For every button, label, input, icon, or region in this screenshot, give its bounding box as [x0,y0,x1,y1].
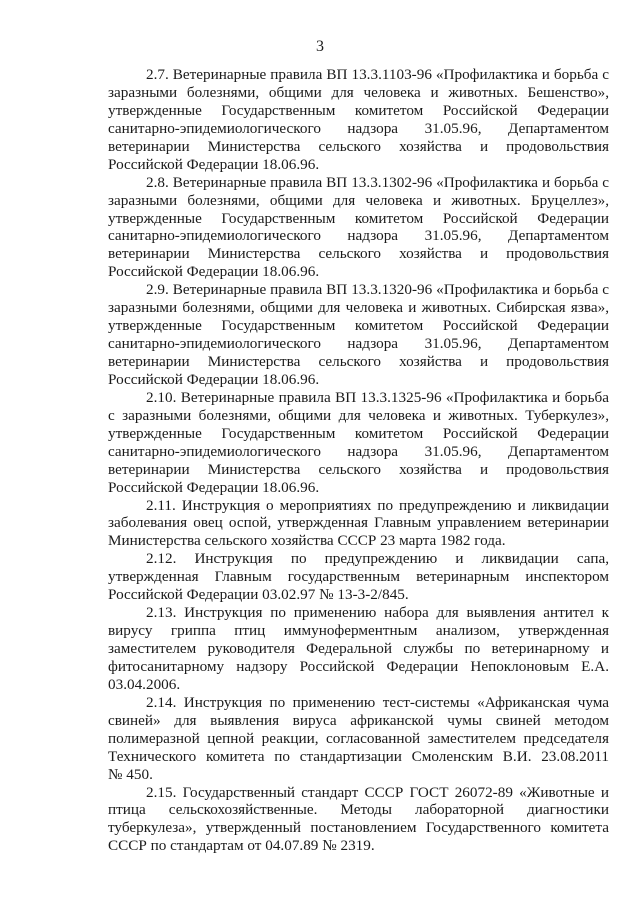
text-line: 2.12. Инструкция по предупреждению и ликвидации сапа, [146,550,609,568]
text-line: 03.04.2006. [108,675,181,693]
text-line: Министерства сельского хозяйства СССР 23 марта 1982 года. [108,532,506,550]
text-line: санитарно-эпидемиологического надзора 31.05.96, Департаментом [108,442,609,460]
paragraph-item-2-13 [108,604,609,694]
text-line: ветеринарии Министерства сельского хозяйства и продовольствия [108,137,609,155]
paragraph-item-2-9 [108,281,609,389]
paragraph-item-2-7 [108,66,609,174]
text-line: фитосанитарному надзору Российской Федерации Непоклоновым Е.А. [108,657,609,675]
text-line: ветеринарии Министерства сельского хозяйства и продовольствия [108,353,609,370]
page-number: 3 [316,38,324,55]
text-line: 2.10. Ветеринарные правила ВП 13.3.1325-96 «Профилактика и борьба [146,388,609,406]
text-line: утвержденные Государственным комитетом Российской Федерации [108,317,609,335]
text-line: туберкулеза», утвержденный постановлением Государственного комитета [108,819,609,837]
text-line: утвержденные Государственным комитетом Российской Федерации [108,424,609,442]
text-line: заразными болезнями, общими для человека и животных. Сибирская язва», [108,299,609,317]
text-line: Российской Федерации 18.06.96. [108,478,320,496]
text-line: 2.13. Инструкция по применению набора для выявления антител к [146,604,609,622]
paragraph-item-2-15 [108,784,609,856]
text-line: 2.14. Инструкция по применению тест-системы «Африканская чума [146,693,609,711]
text-line: утвержденные Государственным комитетом Российской Федерации [108,101,609,119]
paragraph-item-2-8 [108,174,609,282]
text-line: полимеразной цепной реакции, согласованной заместителем председателя [108,729,609,747]
text-line: санитарно-эпидемиологического надзора 31.05.96, Департаментом [108,335,609,353]
text-line: утвержденная Главным государственным ветеринарным инспектором [108,568,609,586]
text-line: Российской Федерации 18.06.96. [108,370,320,388]
text-line: Технического комитета по стандартизации Смоленским В.И. 23.08.2011 [108,747,609,765]
paragraph-item-2-11 [108,497,609,551]
text-line: свиней» для выявления вируса африканской чумы свиней методом [108,711,609,729]
text-line: ветеринарии Министерства сельского хозяйства и продовольствия [108,460,609,478]
text-line: ветеринарии Министерства сельского хозяйства и продовольствия [108,245,609,263]
text-line: с заразными болезнями, общими для человека и животных. Туберкулез», [108,406,609,424]
text-line: 2.7. Ветеринарные правила ВП 13.3.1103-96 «Профилактика и борьба с [146,66,609,83]
text-line: 2.9. Ветеринарные правила ВП 13.3.1320-96 «Профилактика и борьба с [146,281,609,299]
text-line: № 450. [108,765,153,783]
text-line: Российской Федерации 18.06.96. [108,263,320,281]
paragraph-item-2-10 [108,389,609,497]
paragraph-item-2-14 [108,694,609,784]
text-line: утвержденные Государственным комитетом Российской Федерации [108,209,609,227]
document-body [108,66,609,855]
text-line: заболевания овец оспой, утвержденная Главным управлением ветеринарии [108,514,609,532]
text-line: Российской Федерации 03.02.97 № 13-3-2/845. [108,586,409,604]
text-line: 2.11. Инструкция о мероприятиях по предупреждению и ликвидации [146,496,609,514]
text-line: СССР по стандартам от 04.07.89 № 2319. [108,837,375,855]
paragraph-item-2-12 [108,550,609,604]
text-line: заместителем руководителя Федеральной службы по ветеринарному и [108,640,609,657]
text-line: птица сельскохозяйственные. Методы лабораторной диагностики [108,801,609,819]
text-line: заразными болезнями, общими для человека и животных. Бешенство», [108,83,609,101]
text-line: Российской Федерации 18.06.96. [108,155,320,173]
text-line: санитарно-эпидемиологического надзора 31.05.96, Департаментом [108,119,609,137]
text-line: 2.8. Ветеринарные правила ВП 13.3.1302-96 «Профилактика и борьба с [146,173,609,191]
text-line: заразными болезнями, общими для человека и животных. Бруцеллез», [108,191,609,209]
text-line: 2.15. Государственный стандарт СССР ГОСТ 26072-89 «Животные и [146,783,609,801]
text-line: вирусу гриппа птиц иммуноферментным анализом, утвержденная [108,622,609,640]
text-line: санитарно-эпидемиологического надзора 31.05.96, Департаментом [108,227,609,245]
